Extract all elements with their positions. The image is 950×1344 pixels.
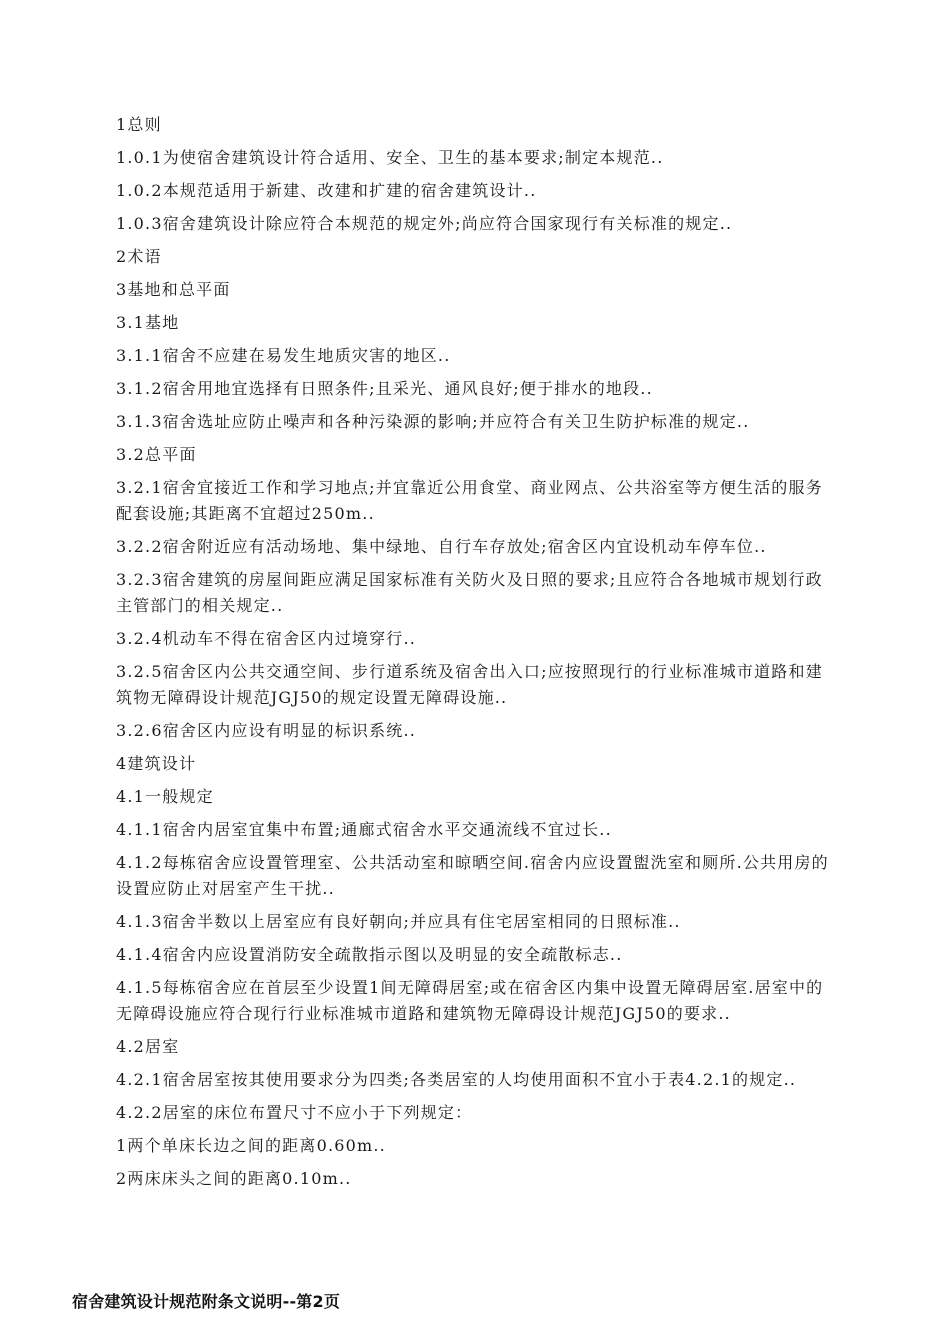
section-heading: 1总则 — [116, 115, 162, 134]
section-heading: 4建筑设计 — [116, 754, 197, 773]
clause: 4.1.1宿舍内居室宜集中布置;通廊式宿舍水平交通流线不宜过长.. — [116, 820, 612, 839]
clause: 3.2.6宿舍区内应设有明显的标识系统.. — [116, 721, 417, 740]
subsection-heading: 4.1一般规定 — [116, 787, 214, 806]
clause: 4.1.4宿舍内应设置消防安全疏散指示图以及明显的安全疏散标志.. — [116, 945, 623, 964]
clause: 4.1.5每栋宿舍应在首层至少设置1间无障碍居室;或在宿舍区内集中设置无障碍居室.居室中的无障碍设施应符合现行行业标准城市道路和建筑物无障碍设计规范JGJ50的要求.. — [116, 978, 824, 1023]
list-item: 1两个单床长边之间的距离0.60m.. — [116, 1136, 386, 1155]
clause: 3.2.4机动车不得在宿舍区内过境穿行.. — [116, 629, 417, 648]
clause: 3.1.1宿舍不应建在易发生地质灾害的地区.. — [116, 346, 451, 365]
list-item: 2两床床头之间的距离0.10m.. — [116, 1169, 352, 1188]
clause: 3.1.2宿舍用地宜选择有日照条件;且采光、通风良好;便于排水的地段.. — [116, 379, 653, 398]
clause: 3.1.3宿舍选址应防止噪声和各种污染源的影响;并应符合有关卫生防护标准的规定.. — [116, 412, 750, 431]
clause: 3.2.5宿舍区内公共交通空间、步行道系统及宿舍出入口;应按照现行的行业标准城市道路和建筑物无障碍设计规范JGJ50的规定设置无障碍设施.. — [116, 662, 823, 707]
clause: 4.2.2居室的床位布置尺寸不应小于下列规定： — [116, 1103, 473, 1122]
clause: 3.2.1宿舍宜接近工作和学习地点;并宜靠近公用食堂、商业网点、公共浴室等方便生活的服务配套设施;其距离不宜超过250m.. — [116, 478, 823, 523]
clause: 1.0.2本规范适用于新建、改建和扩建的宿舍建筑设计.. — [116, 181, 537, 200]
document-body — [116, 112, 832, 1199]
clause: 4.1.2每栋宿舍应设置管理室、公共活动室和晾晒空间.宿舍内应设置盥洗室和厕所.公共用房的设置应防止对居室产生干扰.. — [116, 853, 829, 898]
section-heading: 3基地和总平面 — [116, 280, 231, 299]
section-heading: 2术语 — [116, 247, 162, 266]
subsection-heading: 3.2总平面 — [116, 445, 197, 464]
clause: 4.1.3宿舍半数以上居室应有良好朝向;并应具有住宅居室相同的日照标准.. — [116, 912, 681, 931]
clause: 3.2.2宿舍附近应有活动场地、集中绿地、自行车存放处;宿舍区内宜设机动车停车位.. — [116, 537, 767, 556]
clause: 1.0.1为使宿舍建筑设计符合适用、安全、卫生的基本要求;制定本规范.. — [116, 148, 664, 167]
clause: 3.2.3宿舍建筑的房屋间距应满足国家标准有关防火及日照的要求;且应符合各地城市规划行政主管部门的相关规定.. — [116, 570, 823, 615]
clause: 1.0.3宿舍建筑设计除应符合本规范的规定外;尚应符合国家现行有关标准的规定.. — [116, 214, 733, 233]
clause: 4.2.1宿舍居室按其使用要求分为四类;各类居室的人均使用面积不宜小于表4.2.1的规定.. — [116, 1070, 797, 1089]
page-footer: 宿舍建筑设计规范附条文说明--第2页 — [72, 1292, 341, 1311]
subsection-heading: 4.2居室 — [116, 1037, 180, 1056]
subsection-heading: 3.1基地 — [116, 313, 180, 332]
